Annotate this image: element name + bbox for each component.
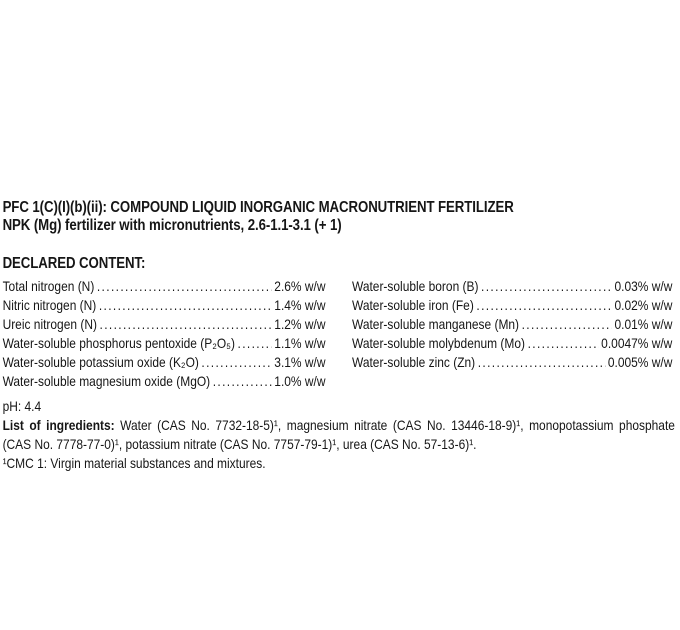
dot-leader: [528, 334, 599, 353]
dot-leader: [201, 353, 271, 372]
nutrient-row: [352, 315, 672, 334]
nutrient-label: Water-soluble magnesium oxide (MgO): [2, 373, 211, 389]
nutrient-value: 1.4% w/w: [274, 297, 326, 313]
nutrient-label: Water-soluble iron (Fe): [351, 297, 474, 313]
dot-leader: [476, 296, 612, 315]
cmc-footnote: ¹CMC 1: Virgin material substances and mixtures.: [2, 455, 266, 471]
pfc-designation-line: PFC 1(C)(I)(b)(ii): COMPOUND LIQUID INORGANIC MACRONUTRIENT FERTILIZER: [2, 199, 514, 216]
nutrient-label: Total nitrogen (N): [2, 278, 95, 294]
nutrient-value: 0.01% w/w: [614, 316, 673, 332]
dot-leader: [522, 315, 612, 334]
nutrient-row: [3, 334, 326, 353]
dot-leader: [99, 296, 272, 315]
product-classification-heading: [3, 199, 675, 235]
nutrient-row: [3, 315, 326, 334]
ingredients-lead-label: List of ingredients:: [2, 417, 115, 433]
dot-leader: [481, 277, 612, 296]
nutrient-value: 2.6% w/w: [274, 278, 326, 294]
ph-value: pH: 4.4: [2, 398, 42, 414]
nutrient-label: Water-soluble boron (B): [351, 278, 479, 294]
npk-formula-line: NPK (Mg) fertilizer with micronutrients, 2.6-1.1-3.1 (+ 1): [2, 217, 342, 234]
nutrient-label: Water-soluble potassium oxide (K₂O): [2, 354, 199, 370]
nutrient-row: [3, 372, 326, 391]
nutrient-row: [352, 296, 672, 315]
declared-content-title: DECLARED CONTENT:: [2, 255, 146, 272]
nutrient-value: 1.0% w/w: [274, 373, 326, 389]
nutrient-label: Ureic nitrogen (N): [2, 316, 97, 332]
nutrient-value: 1.1% w/w: [274, 335, 326, 351]
nutrient-row: [3, 353, 326, 372]
dot-leader: [213, 372, 272, 391]
ingredients-text: Water (CAS No. 7732-18-5)¹, magnesium nitrate (CAS No. 13446-18-9)¹, monopotassium phosphate (CAS No. 7778-77-0)¹, potassium nitrate (CAS No. 7757-79-1)¹, urea (CAS No. 57-13-6)¹.: [2, 417, 675, 452]
dot-leader: [478, 353, 606, 372]
dot-leader: [97, 277, 272, 296]
dot-leader: [100, 315, 272, 334]
nutrient-label: Water-soluble molybdenum (Mo): [351, 335, 526, 351]
declared-content-left-column: [3, 277, 326, 391]
column-gap: [325, 277, 351, 391]
declared-content-table: [3, 277, 675, 391]
nutrient-value: 1.2% w/w: [274, 316, 326, 332]
nutrient-row: [3, 296, 326, 315]
nutrient-label: Water-soluble phosphorus pentoxide (P₂O₅): [2, 335, 235, 351]
nutrient-value: 0.005% w/w: [607, 354, 673, 370]
nutrient-row: [3, 277, 326, 296]
declared-content-right-column: [352, 277, 672, 391]
nutrient-value: 0.03% w/w: [614, 278, 673, 294]
nutrient-value: 0.02% w/w: [614, 297, 673, 313]
nutrient-value: 0.0047% w/w: [601, 335, 673, 351]
nutrient-row: [352, 353, 672, 372]
nutrient-label: Water-soluble manganese (Mn): [351, 316, 520, 332]
nutrient-row: [352, 334, 672, 353]
nutrient-value: 3.1% w/w: [274, 354, 326, 370]
nutrient-label: Water-soluble zinc (Zn): [351, 354, 476, 370]
nutrient-label: Nitric nitrogen (N): [2, 297, 97, 313]
dot-leader: [238, 334, 272, 353]
nutrient-row: [352, 277, 672, 296]
ingredients-paragraph: [3, 416, 675, 454]
